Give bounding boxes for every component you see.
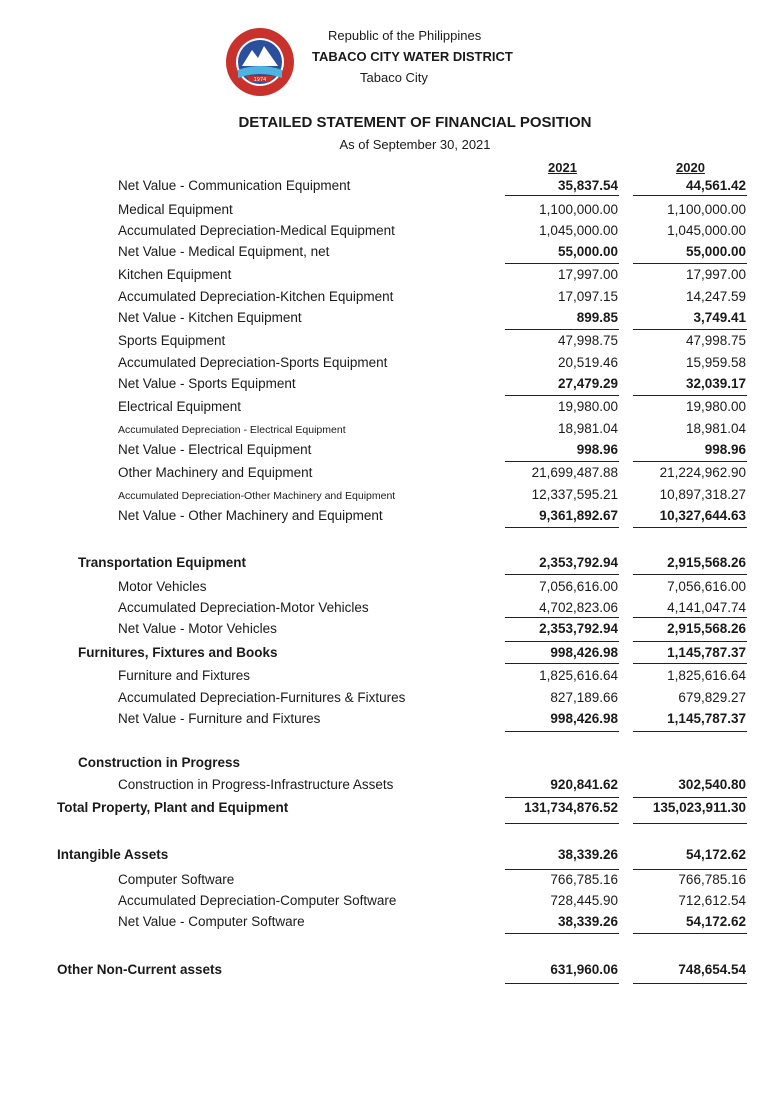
row-label: Net Value - Electrical Equipment: [118, 442, 312, 457]
row-value-2021: 1,045,000.00: [539, 223, 618, 238]
total-underline: [633, 395, 747, 396]
row-value-2020: 15,959.58: [685, 355, 746, 370]
statement-row: [0, 442, 782, 462]
row-value-2021: 998,426.98: [550, 711, 618, 726]
total-underline: [633, 641, 747, 642]
statement-row: [0, 289, 782, 309]
total-underline: [633, 329, 747, 330]
row-label: Furniture and Fixtures: [118, 668, 251, 683]
statement-row: [0, 872, 782, 892]
row-value-2020: 54,172.62: [685, 914, 746, 929]
row-label: Net Value - Computer Software: [118, 914, 305, 929]
header-city: Tabaco City: [360, 70, 428, 85]
row-value-2021: 899.85: [576, 310, 618, 325]
row-value-2021: 9,361,892.67: [539, 508, 618, 523]
row-value-2020: 54,172.62: [685, 847, 746, 862]
statement-row: [0, 893, 782, 913]
row-value-2021: 19,980.00: [557, 399, 618, 414]
statement-row: [0, 376, 782, 396]
row-label: Accumulated Depreciation-Kitchen Equipment: [118, 289, 394, 304]
row-value-2020: 748,654.54: [678, 962, 746, 977]
total-underline: [505, 663, 619, 664]
row-label: Net Value - Other Machinery and Equipment: [118, 508, 383, 523]
row-value-2021: 47,998.75: [557, 333, 618, 348]
row-value-2020: 302,540.80: [678, 777, 746, 792]
row-label: Kitchen Equipment: [118, 267, 232, 282]
total-underline: [505, 983, 619, 984]
statement-row: [0, 645, 782, 665]
total-underline: [505, 461, 619, 462]
row-value-2021: 1,100,000.00: [539, 202, 618, 217]
row-value-2021: 4,702,823.06: [539, 600, 618, 615]
row-value-2020: 2,915,568.26: [667, 621, 746, 636]
column-header-2021: 2021: [548, 160, 577, 175]
header-republic: Republic of the Philippines: [328, 28, 482, 43]
total-underline: [633, 731, 747, 732]
row-value-2021: 20,519.46: [557, 355, 618, 370]
statement-row: [0, 690, 782, 710]
column-header-2020: 2020: [676, 160, 705, 175]
total-underline: [505, 329, 619, 330]
row-label: Accumulated Depreciation-Medical Equipment: [118, 223, 395, 238]
row-value-2020: 1,145,787.37: [667, 645, 746, 660]
row-value-2020: 14,247.59: [685, 289, 746, 304]
statement-row: [0, 267, 782, 287]
row-value-2020: 998.96: [704, 442, 746, 457]
row-label: Medical Equipment: [118, 202, 233, 217]
total-underline: [633, 527, 747, 528]
statement-row: [0, 421, 782, 441]
row-value-2020: 1,825,616.64: [667, 668, 746, 683]
row-label: Transportation Equipment: [78, 555, 247, 570]
total-underline: [505, 823, 619, 824]
row-value-2021: 2,353,792.94: [539, 621, 618, 636]
water-district-seal-logo: [224, 26, 296, 98]
header-organization: TABACO CITY WATER DISTRICT: [312, 49, 513, 64]
statement-row: [0, 711, 782, 731]
row-value-2021: 38,339.26: [557, 847, 618, 862]
row-value-2020: 3,749.41: [693, 310, 746, 325]
row-value-2020: 4,141,047.74: [667, 600, 746, 615]
total-underline: [505, 395, 619, 396]
row-value-2020: 21,224,962.90: [659, 465, 746, 480]
svg-text:1974: 1974: [253, 77, 267, 83]
total-underline: [505, 731, 619, 732]
total-underline: [633, 797, 747, 798]
row-label: Other Machinery and Equipment: [118, 465, 313, 480]
row-value-2020: 135,023,911.30: [652, 800, 746, 815]
row-value-2021: 728,445.90: [550, 893, 618, 908]
statement-row: [0, 399, 782, 419]
row-value-2021: 998.96: [576, 442, 618, 457]
row-label: Accumulated Depreciation-Other Machinery and Equipment: [118, 490, 396, 502]
row-label: Accumulated Depreciation-Computer Software: [118, 893, 397, 908]
row-value-2020: 19,980.00: [685, 399, 746, 414]
statement-row: [0, 579, 782, 599]
row-value-2020: 766,785.16: [678, 872, 746, 887]
row-value-2020: 17,997.00: [685, 267, 746, 282]
row-label: Net Value - Sports Equipment: [118, 376, 296, 391]
statement-row: [0, 847, 782, 867]
row-value-2021: 17,997.00: [557, 267, 618, 282]
row-value-2020: 1,045,000.00: [667, 223, 746, 238]
row-label: Electrical Equipment: [118, 399, 242, 414]
statement-row: [0, 244, 782, 264]
statement-row: [0, 800, 782, 820]
total-underline: [505, 797, 619, 798]
row-value-2020: 10,327,644.63: [659, 508, 746, 523]
total-underline: [633, 263, 747, 264]
row-value-2021: 631,960.06: [550, 962, 618, 977]
row-value-2021: 827,189.66: [550, 690, 618, 705]
row-value-2021: 21,699,487.88: [531, 465, 618, 480]
row-label: Furnitures, Fixtures and Books: [78, 645, 278, 660]
total-underline: [633, 869, 747, 870]
row-value-2021: 131,734,876.52: [524, 800, 618, 815]
total-underline: [505, 195, 619, 196]
row-label: Net Value - Communication Equipment: [118, 178, 351, 193]
row-value-2021: 766,785.16: [550, 872, 618, 887]
row-value-2020: 44,561.42: [685, 178, 746, 193]
row-value-2021: 7,056,616.00: [539, 579, 618, 594]
row-label: Net Value - Motor Vehicles: [118, 621, 277, 636]
statement-date: As of September 30, 2021: [339, 137, 491, 152]
row-value-2021: 998,426.98: [550, 645, 618, 660]
row-value-2021: 55,000.00: [557, 244, 618, 259]
total-underline: [633, 574, 747, 575]
row-label: Construction in Progress-Infrastructure Assets: [118, 777, 394, 792]
row-value-2020: 47,998.75: [685, 333, 746, 348]
row-label: Computer Software: [118, 872, 235, 887]
row-value-2021: 38,339.26: [557, 914, 618, 929]
row-label: Accumulated Depreciation-Sports Equipment: [118, 355, 388, 370]
row-label: Motor Vehicles: [118, 579, 207, 594]
row-value-2020: 712,612.54: [678, 893, 746, 908]
row-value-2020: 1,145,787.37: [667, 711, 746, 726]
document-header: [0, 22, 782, 92]
row-label: Accumulated Depreciation - Electrical Equipment: [118, 424, 346, 436]
row-label: Sports Equipment: [118, 333, 226, 348]
statement-row: [0, 962, 782, 982]
total-underline: [505, 617, 619, 618]
row-label: Net Value - Furniture and Fixtures: [118, 711, 321, 726]
row-value-2021: 920,841.62: [550, 777, 618, 792]
row-value-2020: 18,981.04: [685, 421, 746, 436]
total-underline: [633, 663, 747, 664]
statement-row: [0, 914, 782, 934]
statement-row: [0, 487, 782, 507]
statement-row: [0, 668, 782, 688]
statement-row: [0, 508, 782, 528]
total-underline: [505, 933, 619, 934]
statement-row: [0, 555, 782, 575]
statement-row: [0, 621, 782, 641]
row-value-2020: 679,829.27: [678, 690, 746, 705]
total-underline: [505, 263, 619, 264]
statement-row: [0, 310, 782, 330]
total-underline: [633, 617, 747, 618]
statement-row: [0, 465, 782, 485]
row-value-2021: 18,981.04: [557, 421, 618, 436]
row-label: Other Non-Current assets: [57, 962, 223, 977]
row-label: Accumulated Depreciation-Furnitures & Fixtures: [118, 690, 406, 705]
total-underline: [505, 527, 619, 528]
statement-row: [0, 202, 782, 222]
row-label: Net Value - Kitchen Equipment: [118, 310, 302, 325]
statement-row: [0, 223, 782, 243]
statement-row: [0, 755, 782, 775]
row-value-2021: 2,353,792.94: [539, 555, 618, 570]
total-underline: [633, 983, 747, 984]
statement-row: [0, 333, 782, 353]
row-value-2020: 55,000.00: [685, 244, 746, 259]
row-value-2021: 17,097.15: [557, 289, 618, 304]
total-underline: [633, 195, 747, 196]
total-underline: [633, 823, 747, 824]
row-label: Total Property, Plant and Equipment: [57, 800, 289, 815]
row-value-2020: 2,915,568.26: [667, 555, 746, 570]
row-value-2020: 32,039.17: [685, 376, 746, 391]
row-value-2020: 10,897,318.27: [659, 487, 746, 502]
row-value-2020: 7,056,616.00: [667, 579, 746, 594]
row-value-2021: 12,337,595.21: [531, 487, 618, 502]
total-underline: [633, 933, 747, 934]
total-underline: [505, 641, 619, 642]
row-label: Construction in Progress: [78, 755, 241, 770]
row-value-2021: 27,479.29: [557, 376, 618, 391]
row-label: Intangible Assets: [57, 847, 169, 862]
statement-row: [0, 777, 782, 797]
total-underline: [505, 869, 619, 870]
row-value-2021: 35,837.54: [557, 178, 618, 193]
row-label: Accumulated Depreciation-Motor Vehicles: [118, 600, 369, 615]
row-value-2021: 1,825,616.64: [539, 668, 618, 683]
total-underline: [505, 574, 619, 575]
total-underline: [633, 461, 747, 462]
statement-row: [0, 355, 782, 375]
statement-title: DETAILED STATEMENT OF FINANCIAL POSITION: [238, 114, 592, 131]
row-label: Net Value - Medical Equipment, net: [118, 244, 330, 259]
row-value-2020: 1,100,000.00: [667, 202, 746, 217]
